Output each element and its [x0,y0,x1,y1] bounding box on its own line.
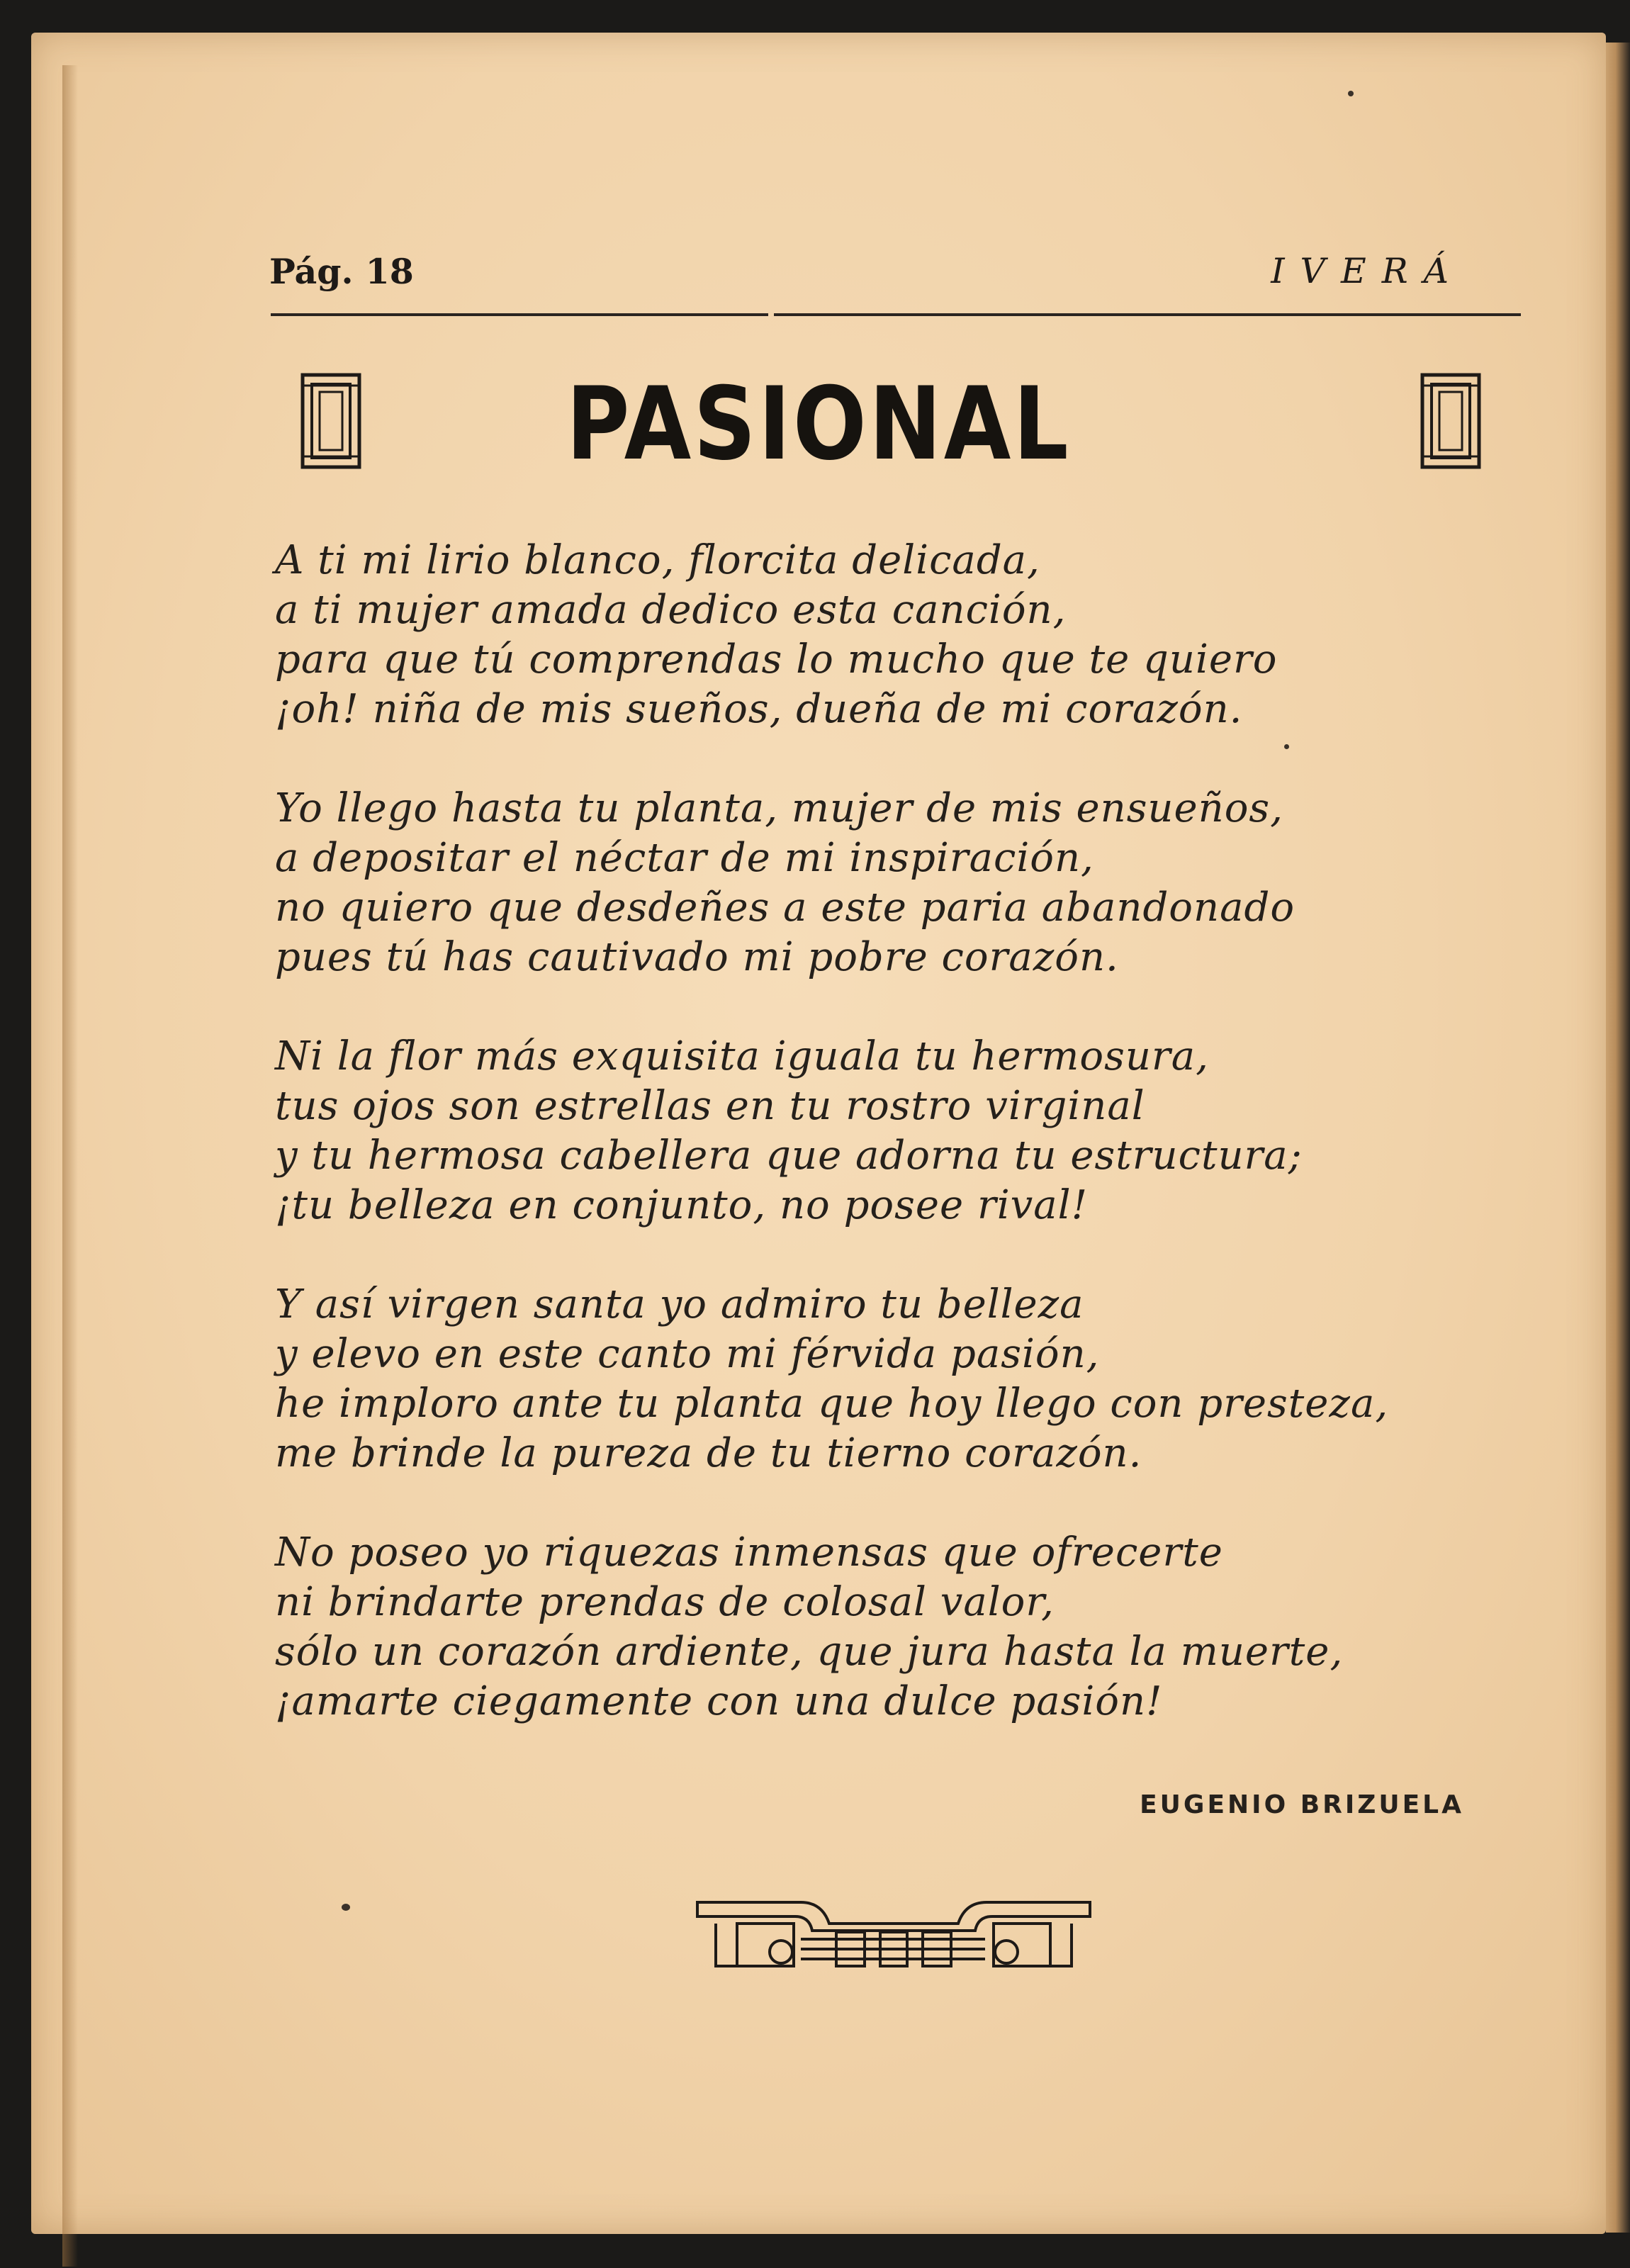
poem-line: no quiero que desdeñes a este paria abandonado [275,885,1295,931]
poem-line: ¡amarte ciegamente con una dulce pasión! [275,1678,1163,1724]
poem-line: he imploro ante tu planta que hoy llego con presteza, [275,1381,1389,1427]
poem-line: y tu hermosa cabellera que adorna tu estructura; [275,1133,1303,1179]
page-binding-shadow [62,65,78,2267]
title-ornament-right-icon [1420,373,1481,469]
poem-line: Ni la flor más exquisita iguala tu hermosura, [275,1033,1209,1079]
poem-line: a ti mujer amada dedico esta canción, [275,587,1067,633]
poem-line: Yo llego hasta tu planta, mujer de mis ensueños, [275,785,1283,831]
header-rule-right [774,313,1521,316]
stanza-3 [275,1032,1551,1230]
poem-line: sólo un corazón ardiente, que jura hasta la muerte, [275,1629,1344,1675]
magazine-page [31,33,1606,2234]
poem-line: me brinde la pureza de tu tierno corazón. [275,1430,1142,1476]
stanza-2 [275,784,1551,982]
poem-line: ¡tu belleza en conjunto, no posee rival! [275,1182,1089,1228]
stanza-1 [275,536,1551,734]
poem-line: ni brindarte prendas de colosal valor, [275,1579,1055,1625]
adjacent-page-edge [1606,43,1630,2233]
poem-line: ¡oh! niña de mis sueños, dueña de mi corazón. [275,686,1243,732]
paper-speck [342,1904,350,1911]
poem-line: y elevo en este canto mi férvida pasión, [275,1331,1100,1377]
page-number: Pág. 18 [269,251,414,292]
paper-speck [1348,91,1354,96]
author-signature: EUGENIO BRIZUELA [1140,1790,1464,1819]
poem-body [275,536,1551,1776]
poem-title: PASIONAL [566,366,1072,483]
poem-line: No poseo yo riquezas inmensas que ofrecerte [275,1529,1223,1576]
poem-line: a depositar el néctar de mi inspiración, [275,835,1094,881]
stanza-4 [275,1280,1551,1478]
poem-line: pues tú has cautivado mi pobre corazón. [275,934,1119,980]
stanza-5 [275,1528,1551,1727]
poem-line: A ti mi lirio blanco, florcita delicada, [275,537,1040,583]
poem-line: tus ojos son estrellas en tu rostro virginal [275,1083,1145,1129]
poem-line: Y así virgen santa yo admiro tu belleza [275,1281,1084,1327]
fret-vignette-icon [695,1895,1093,1973]
header-rule-left [271,313,768,316]
poem-line: para que tú comprendas lo mucho que te quiero [275,636,1278,683]
paper-speck [1284,744,1289,749]
running-title: IVERÁ [1271,251,1464,291]
